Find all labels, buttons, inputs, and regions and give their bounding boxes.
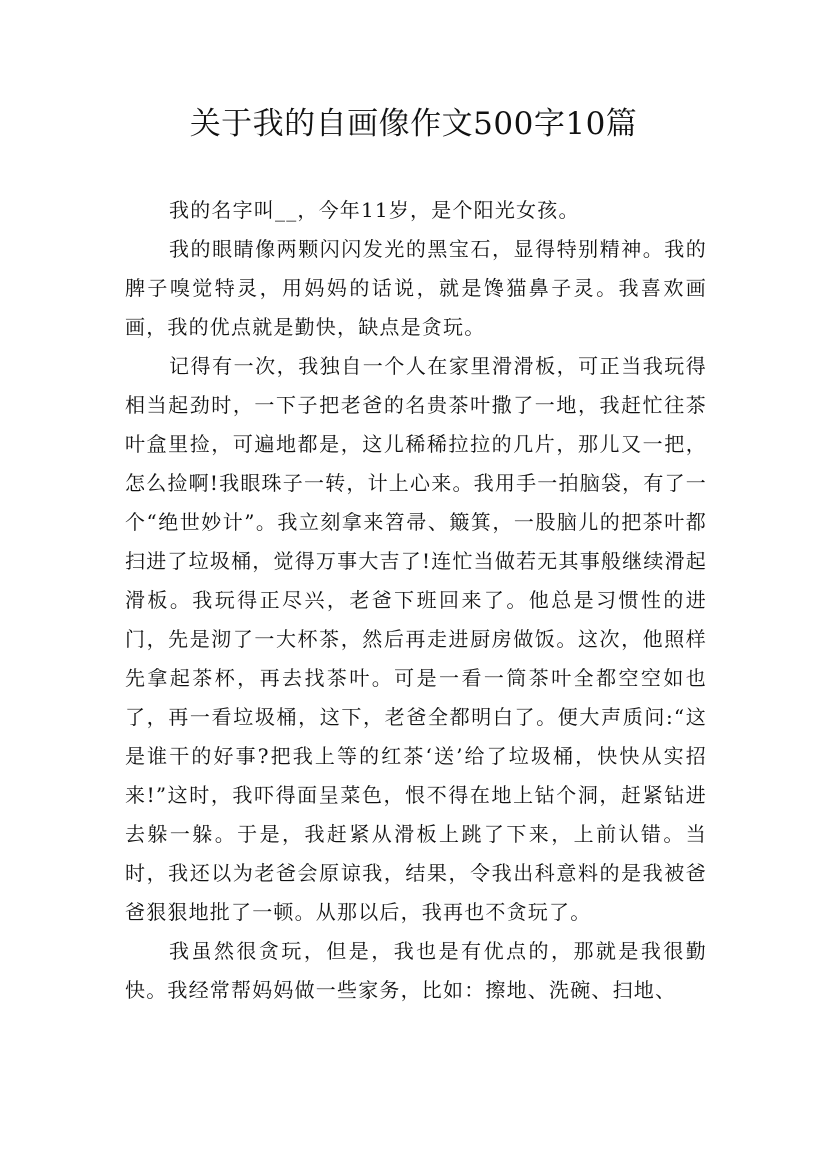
paragraph-intro: 我的名字叫__，今年11岁，是个阳光女孩。: [169, 198, 580, 222]
document-title: 关于我的自画像作文500字10篇: [189, 106, 638, 142]
paragraph-strengths: 我虽然很贪玩，但是，我也是有优点的，那就是我很勤快。我经常帮妈妈做一些家务，比如：擦地、洗碗、扫地、: [125, 939, 707, 1002]
paragraph-story: 记得有一次，我独自一个人在家里滑滑板，可正当我玩得相当起劲时，一下子把老爸的名贵茶叶撒了一地，我赶忙往茶叶盒里捡，可遍地都是，这儿稀稀拉拉的几片，那儿又一把，怎么捡啊!我眼珠子一转，计上心来。我用手一拍脑袋，有了一个“绝世妙计”。我立刻拿来笤帚、簸箕，一股脑儿的把茶叶都扫进了垃圾桶，觉得万事大吉了!连忙当做若无其事般继续滑起滑板。我玩得正尽兴，老爸下班回来了。他总是习惯性的进门，先是沏了一大杯茶，然后再走进厨房做饭。这次，他照样先拿起茶杯，再去找茶叶。可是一看一筒茶叶全都空空如也了，再一看垃圾桶，这下，老爸全都明白了。便大声质问:“这是谁干的好事?把我上等的红茶‘送’给了垃圾桶，快快从实招来!”这时，我吓得面呈菜色，恨不得在地上钻个洞，赶紧钻进去躲一躲。于是，我赶紧从滑板上跳了下来，上前认错。当时，我还以为老爸会原谅我，结果，令我出科意料的是我被爸爸狠狠地批了一顿。从那以后，我再也不贪玩了。: [125, 354, 707, 924]
paragraph-appearance: 我的眼睛像两颗闪闪发光的黑宝石，显得特别精神。我的脾子嗅觉特灵，用妈妈的话说，就是馋猫鼻子灵。我喜欢画画，我的优点就是勤快，缺点是贪玩。: [125, 237, 707, 339]
document-body: [125, 191, 707, 1010]
